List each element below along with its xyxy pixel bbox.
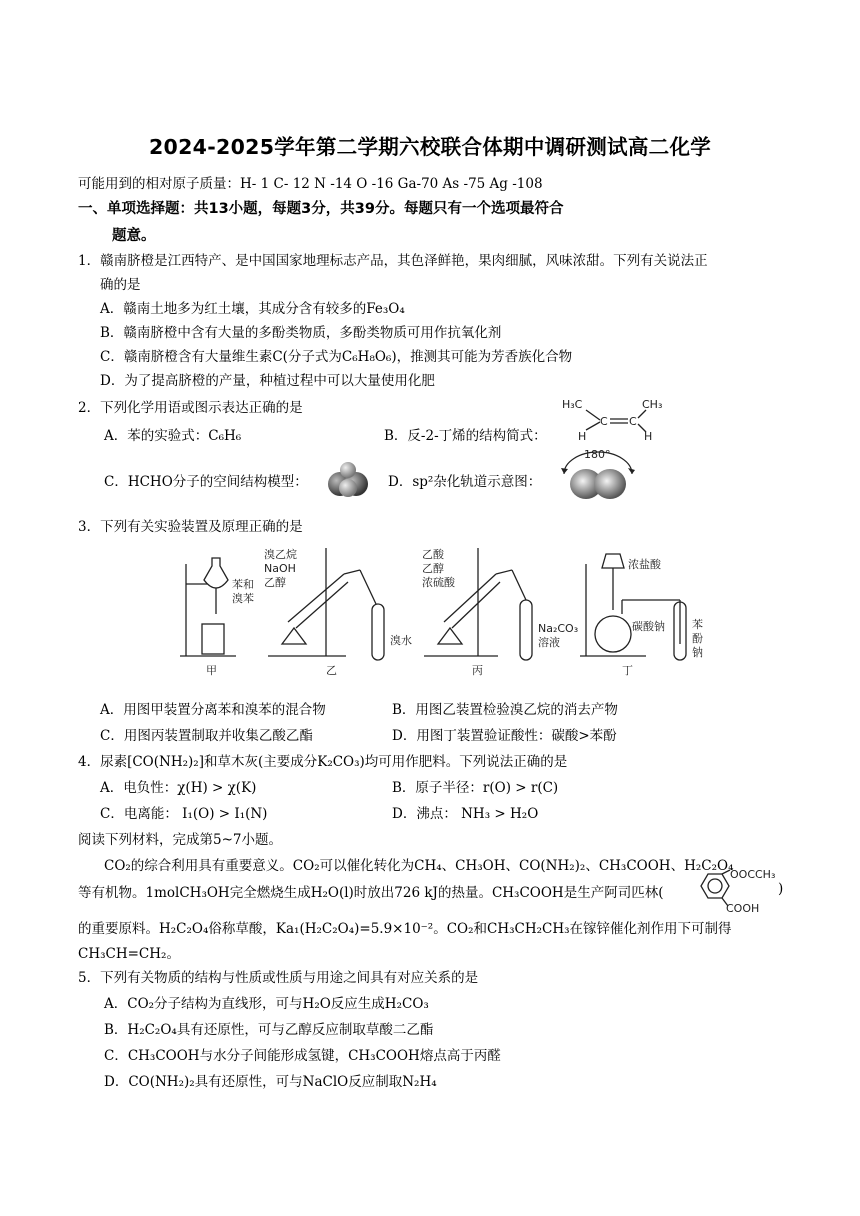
- aspirin-structure: [692, 868, 782, 914]
- q4-option-d: D．沸点： NH₃ > H₂O: [392, 806, 539, 822]
- apparatus-bing: [422, 547, 578, 677]
- q3-option-d: D．用图丁装置验证酸性：碳酸>苯酚: [392, 728, 617, 744]
- apparatus-yi: [264, 547, 412, 677]
- section-heading: 一、单项选择题：共13小题，每题3分，共39分。每题只有一个选项最符合: [78, 201, 564, 217]
- svg-text:C: C: [600, 415, 608, 428]
- reading-paragraph-4: CH₃CH=CH₂。: [78, 946, 180, 962]
- page-title: 2024-2025学年第二学期六校联合体期中调研测试高二化学: [148, 135, 712, 159]
- ding-acid-label: 浓盐酸: [628, 558, 661, 571]
- q5-option-b: B．H₂C₂O₄具有还原性，可与乙醇反应制取草酸二乙酯: [104, 1022, 434, 1038]
- q2-stem: 2．下列化学用语或图示表达正确的是: [78, 400, 303, 416]
- q2-option-a: A．苯的实验式：C₆H₆: [104, 428, 242, 444]
- atomic-masses: 可能用到的相对原子质量：H- 1 C- 12 N -14 O -16 Ga-70 As -75 Ag -108: [78, 176, 543, 192]
- ding-tube-3: 钠: [692, 646, 703, 659]
- yi-reagent-3: 乙醇: [264, 576, 286, 589]
- q2-option-c: C．HCHO分子的空间结构模型：: [104, 474, 308, 490]
- angle-label: 180°: [584, 448, 611, 461]
- sp2-orbital-diagram: [558, 446, 638, 502]
- q3-option-a: A．用图甲装置分离苯和溴苯的混合物: [100, 702, 326, 718]
- bing-tube-1: Na₂CO₃: [538, 622, 579, 635]
- svg-text:C: C: [629, 415, 637, 428]
- q2-option-d: D．sp²杂化轨道示意图：: [388, 474, 542, 490]
- apparatus-figure: [176, 544, 716, 684]
- q1-stem: 1．赣南脐橙是江西特产、是中国国家地理标志产品，其色泽鲜艳，果肉细腻，风味浓甜。下列有关说法正: [78, 253, 708, 269]
- bing-reagent-2: 乙醇: [422, 562, 444, 575]
- section-heading-cont: 题意。: [112, 228, 156, 244]
- yi-reagent-1: 溴乙烷: [264, 548, 297, 561]
- q4-option-c: C．电离能： I₁(O) > I₁(N): [100, 806, 268, 822]
- yi-reagent-2: NaOH: [264, 562, 296, 575]
- bing-reagent-3: 浓硫酸: [422, 576, 455, 589]
- reading-intro: 阅读下列材料，完成第5~7小题。: [78, 832, 282, 848]
- ding-tube-1: 苯: [692, 618, 703, 631]
- jia-reagent-2: 溴苯: [232, 592, 254, 605]
- jia-reagent-1: 苯和: [232, 578, 254, 591]
- ding-label: 丁: [622, 664, 633, 677]
- q5-option-c: C．CH₃COOH与水分子间能形成氢键，CH₃COOH熔点高于丙醛: [104, 1048, 501, 1064]
- hcho-space-filling-model: [326, 460, 370, 500]
- q3-option-c: C．用图丙装置制取并收集乙酸乙酯: [100, 728, 313, 744]
- ooccch3-label: OOCCH₃: [730, 868, 776, 881]
- q3-stem: 3．下列有关实验装置及原理正确的是: [78, 519, 303, 535]
- trans-2-butene-structure: [562, 394, 672, 446]
- jia-label: 甲: [206, 664, 217, 677]
- q1-option-d: D．为了提高脐橙的产量，种植过程中可以大量使用化肥: [100, 373, 435, 389]
- q3-option-b: B．用图乙装置检验溴乙烷的消去产物: [392, 702, 618, 718]
- q5-option-d: D．CO(NH₂)₂具有还原性，可与NaClO反应制取N₂H₄: [104, 1074, 437, 1090]
- ding-tube-2: 酚: [692, 632, 703, 645]
- apparatus-ding: [580, 554, 703, 677]
- cooh-label: COOH: [726, 902, 760, 914]
- reading-paragraph-2: 等有机物。1molCH₃OH完全燃烧生成H₂O(l)时放出726 kJ的热量。CH₃COOH是生产阿司匹林(: [78, 885, 664, 901]
- bing-reagent-1: 乙酸: [422, 548, 444, 561]
- bing-label: 丙: [472, 664, 483, 677]
- bing-tube-2: 溶液: [538, 636, 560, 649]
- h-left-label: H: [578, 430, 587, 443]
- reading-paragraph-3: 的重要原料。H₂C₂O₄俗称草酸，Ka₁(H₂C₂O₄)=5.9×10⁻²。CO₂和CH₃CH₂CH₃在镓锌催化剂作用下可制得: [78, 921, 732, 937]
- apparatus-jia: [180, 558, 254, 677]
- q1-stem-cont: 确的是: [100, 277, 141, 293]
- q4-stem: 4．尿素[CO(NH₂)₂]和草木灰(主要成分K₂CO₃)均可用作肥料。下列说法正确的是: [78, 754, 568, 770]
- ding-salt-label: 碳酸钠: [632, 620, 665, 633]
- ch3-left-label: H₃C: [562, 398, 583, 411]
- reading-paren-close: ): [778, 881, 784, 897]
- ch3-right-label: CH₃: [642, 398, 663, 411]
- q2-option-b: B．反-2-丁烯的结构简式：: [384, 428, 547, 444]
- q4-option-b: B．原子半径：r(O) > r(C): [392, 780, 559, 796]
- q5-option-a: A．CO₂分子结构为直线形，可与H₂O反应生成H₂CO₃: [104, 996, 429, 1012]
- q4-option-a: A．电负性：χ(H) > χ(K): [100, 780, 257, 796]
- h-right-label: H: [644, 430, 653, 443]
- yi-label: 乙: [326, 664, 337, 677]
- reading-paragraph-1: CO₂的综合利用具有重要意义。CO₂可以催化转化为CH₄、CH₃OH、CO(NH₂)₂、CH₃COOH、H₂C₂O₄: [104, 858, 734, 874]
- q1-option-a: A．赣南土地多为红土壤，其成分含有较多的Fe₃O₄: [100, 301, 405, 317]
- q1-option-c: C．赣南脐橙含有大量维生素C(分子式为C₆H₈O₆)，推测其可能为芳香族化合物: [100, 349, 573, 365]
- yi-tube-label: 溴水: [390, 634, 412, 647]
- q5-stem: 5．下列有关物质的结构与性质或性质与用途之间具有对应关系的是: [78, 970, 479, 986]
- q1-option-b: B．赣南脐橙中含有大量的多酚类物质，多酚类物质可用作抗氧化剂: [100, 325, 502, 341]
